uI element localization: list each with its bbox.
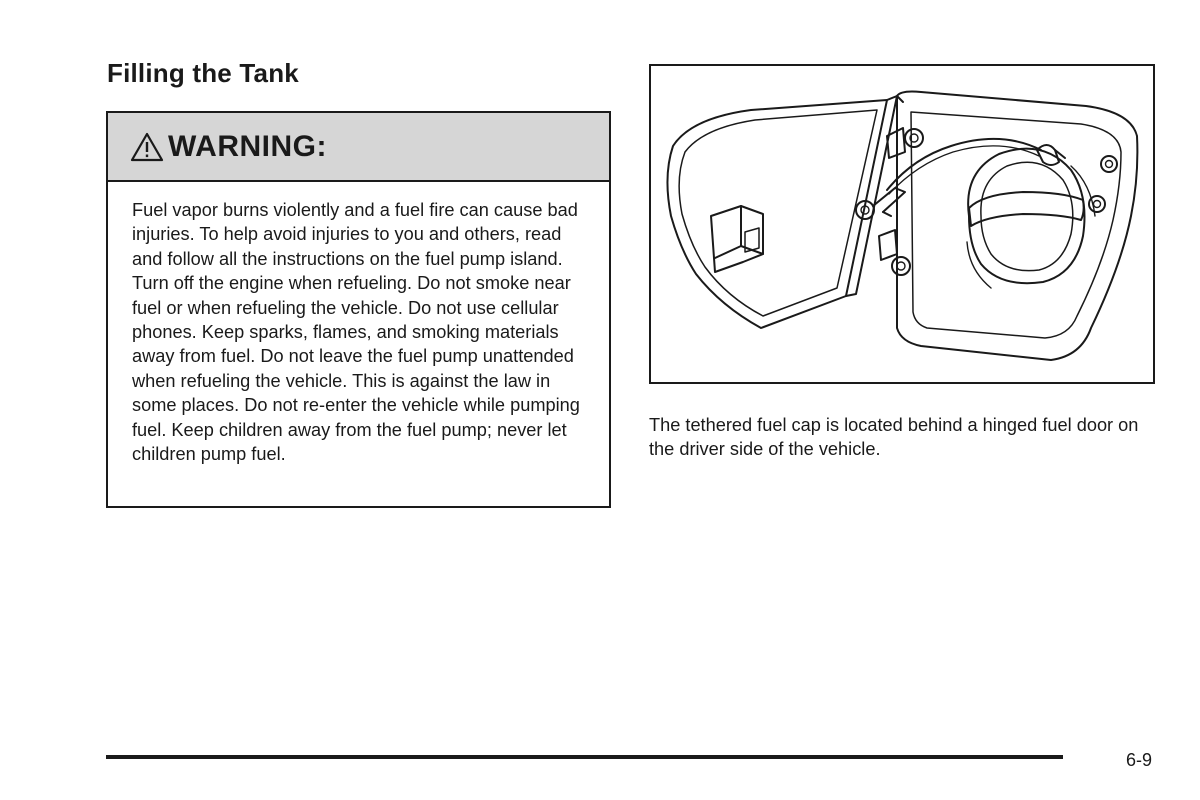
- section-title: Filling the Tank: [107, 58, 299, 88]
- warning-header: [108, 113, 609, 182]
- figure-caption: The tethered fuel cap is located behind a hinged fuel door on the driver side of the vehicle.: [649, 415, 1139, 459]
- screw-top-right: [1101, 156, 1117, 172]
- warning-box: [106, 111, 611, 508]
- warning-label: WARNING:: [168, 129, 327, 163]
- page-number: 6-9: [1126, 750, 1153, 770]
- fuel-door-figure: [649, 64, 1155, 384]
- footer-rule: [106, 755, 1063, 759]
- screw-bottom-left: [892, 257, 910, 275]
- screw-top-left: [905, 129, 923, 147]
- door-latch: [711, 206, 763, 272]
- fuel-pocket-housing: [897, 92, 1137, 361]
- warning-text: Fuel vapor burns violently and a fuel fire can cause bad injuries. To help avoid injuries to you and others, read and follow all the instructions on the fuel pump island. Turn off the engine when refueling. Do not smoke near fuel or when refueling the vehicle. Do not use cellular phones. Keep sparks, flames, and smoking materials away from fuel. Do not leave the fuel pump unattended when refueling the vehicle. This is against the law in some places. Do not re-enter the vehicle while pumping fuel. Keep children away from the fuel pump; never let children pump fuel.: [132, 200, 580, 465]
- warning-triangle-icon: [130, 132, 164, 162]
- fuel-door-illustration: [651, 66, 1153, 382]
- hinge-lower: [879, 230, 897, 260]
- fuel-cap-grip: [969, 192, 1084, 226]
